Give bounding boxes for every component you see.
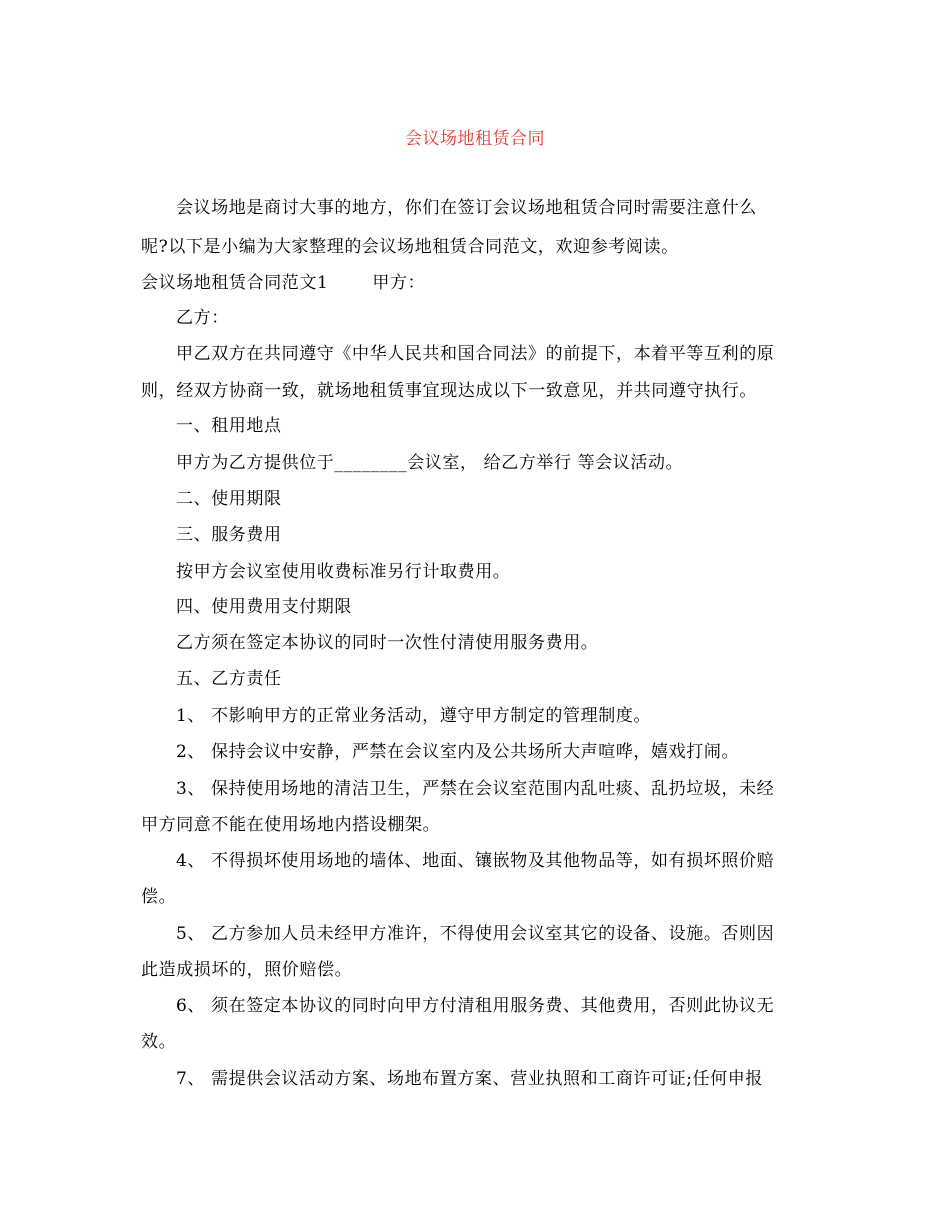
document-title: 会议场地租赁合同 (405, 129, 545, 149)
preamble-line-1: 甲乙双方在共同遵守《中华人民共和国合同法》的前提下，本着平等互利的原 (176, 344, 775, 364)
sample-heading-row (141, 273, 425, 293)
clause-item-7: 7、 需提供会议活动方案、场地布置方案、营业执照和工商许可证;任何申报 (176, 1069, 763, 1089)
clause-text: 乙方须在签定本协议的同时一次性付清使用服务费用。 (176, 633, 599, 653)
clause-item-6-cont: 效。 (141, 1032, 177, 1052)
section-heading: 四、使用费用支付期限 (176, 597, 352, 617)
clause-item-1: 1、 不影响甲方的正常业务活动，遵守甲方制定的管理制度。 (176, 706, 652, 726)
clause-item-4-cont: 偿。 (141, 887, 177, 907)
sample-heading: 会议场地租赁合同范文1 (141, 273, 329, 293)
section-heading: 五、乙方责任 (176, 669, 282, 689)
clause-item-3: 3、 保持使用场地的清洁卫生，严禁在会议室范围内乱吐痰、乱扔垃圾，未经 (176, 779, 775, 799)
section-heading: 一、租用地点 (176, 416, 282, 436)
party-b-label: 乙方： (176, 308, 229, 328)
intro-line-2: 呢?以下是小编为大家整理的会议场地租赁合同范文，欢迎参考阅读。 (141, 237, 679, 257)
clause-item-5-cont: 此造成损坏的，照价赔偿。 (141, 960, 353, 980)
clause-item-6: 6、 须在签定本协议的同时向甲方付清租用服务费、其他费用，否则此协议无 (176, 996, 775, 1016)
section-heading: 二、使用期限 (176, 489, 282, 509)
clause-item-4: 4、 不得损坏使用场地的墙体、地面、镶嵌物及其他物品等，如有损坏照价赔 (176, 851, 775, 871)
clause-text: 按甲方会议室使用收费标准另行计取费用。 (176, 562, 511, 582)
party-a-label: 甲方： (372, 273, 426, 293)
section-heading: 三、服务费用 (176, 525, 282, 545)
clause-item-2: 2、 保持会议中安静，严禁在会议室内及公共场所大声喧哗，嬉戏打闹。 (176, 742, 740, 762)
clause-item-5: 5、 乙方参加人员未经甲方准许，不得使用会议室其它的设备、设施。否则因 (176, 924, 775, 944)
preamble-line-2: 则，经双方协商一致，就场地租赁事宜现达成以下一致意见，并共同遵守执行。 (141, 381, 757, 401)
clause-item-3-cont: 甲方同意不能在使用场地内搭设棚架。 (141, 815, 441, 835)
intro-line-1: 会议场地是商讨大事的地方，你们在签订会议场地租赁合同时需要注意什么 (176, 198, 757, 218)
clause-text: 甲方为乙方提供位于________会议室， 给乙方举行 等会议活动。 (176, 453, 684, 473)
